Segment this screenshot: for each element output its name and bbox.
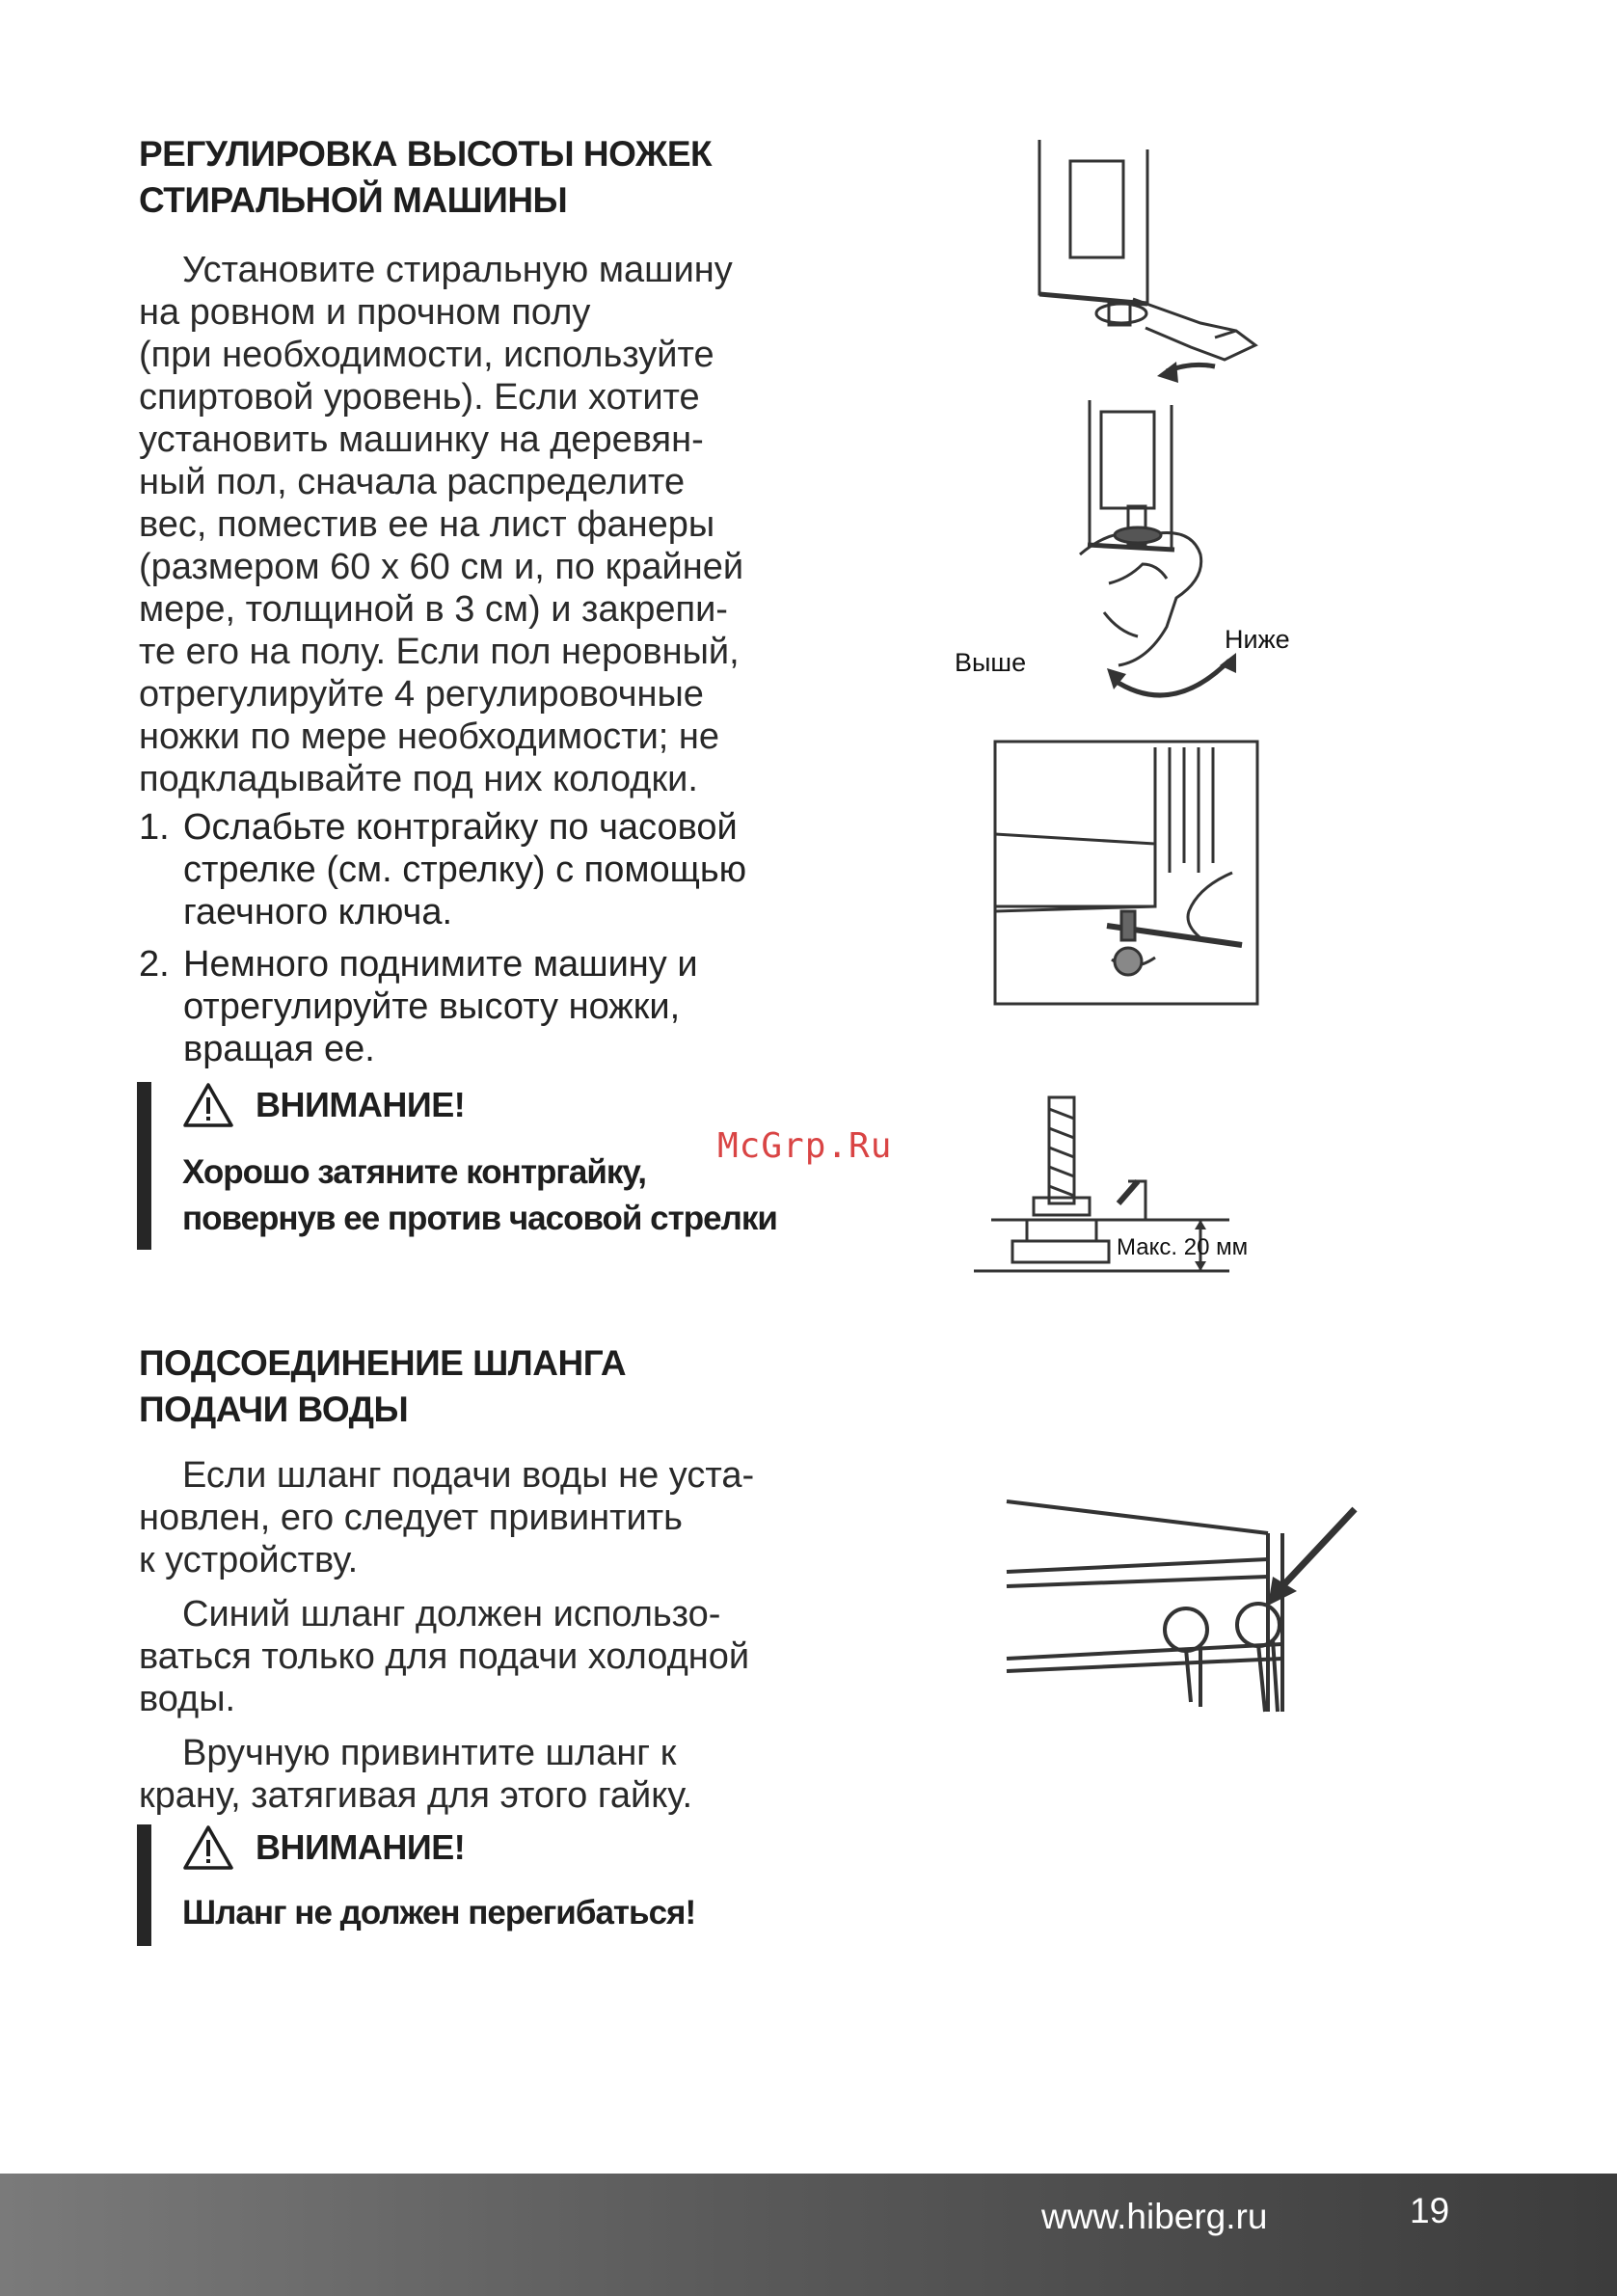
text-line: к устройству. bbox=[139, 1540, 359, 1580]
text-line: ваться только для подачи холодной bbox=[139, 1636, 750, 1677]
step-number: 2. bbox=[139, 944, 170, 985]
page-footer bbox=[0, 2174, 1617, 2296]
text-line: установить машинку на деревян- bbox=[139, 419, 704, 460]
text-line: вес, поместив ее на лист фанеры bbox=[139, 504, 715, 545]
step-item bbox=[139, 806, 814, 933]
heading-line: ПОДАЧИ ВОДЫ bbox=[139, 1390, 409, 1429]
heading-line: ПОДСОЕДИНЕНИЕ ШЛАНГА bbox=[139, 1343, 627, 1383]
text-line: Вручную привинтите шланг к bbox=[182, 1733, 677, 1773]
text-line: повернув ее против часовой стрелки bbox=[182, 1200, 777, 1237]
heading-line: РЕГУЛИРОВКА ВЫСОТЫ НОЖЕК bbox=[139, 134, 713, 174]
text-line: Ослабьте контргайку по часовой bbox=[183, 807, 738, 848]
figure-foot-adjustment bbox=[1022, 140, 1311, 709]
text-line: Синий шланг должен использо- bbox=[182, 1594, 721, 1634]
warning-title-text: ВНИМАНИЕ! bbox=[256, 1085, 466, 1124]
hose-connection-illustration bbox=[1003, 1490, 1360, 1721]
text-line: крану, затягивая для этого гайку. bbox=[139, 1775, 693, 1816]
text-line: Хорошо затяните контргайку, bbox=[182, 1153, 646, 1191]
warning-title bbox=[182, 1824, 695, 1871]
label-higher: Выше bbox=[955, 648, 1027, 677]
text-line: (размером 60 х 60 см и, по крайней bbox=[139, 547, 744, 587]
section-leveling bbox=[139, 131, 814, 1080]
step-number: 1. bbox=[139, 807, 170, 848]
text-line: гаечного ключа. bbox=[183, 892, 453, 932]
hose-paragraph-3 bbox=[139, 1732, 814, 1817]
section-water-hose bbox=[139, 1340, 814, 1817]
text-line: те его на полу. Если пол неровный, bbox=[139, 632, 740, 672]
text-line: ный пол, сначала распределите bbox=[139, 462, 686, 502]
warning-title bbox=[182, 1082, 777, 1128]
figure-lift-and-turn bbox=[991, 738, 1261, 1008]
section-heading-leveling bbox=[139, 131, 814, 224]
text-line: вращая ее. bbox=[183, 1029, 375, 1069]
foot-adjustment-illustration bbox=[1022, 140, 1311, 709]
text-line: на ровном и прочном полу bbox=[139, 292, 591, 333]
page-number: 19 bbox=[1410, 2191, 1450, 2230]
leveling-paragraph bbox=[139, 249, 814, 800]
warning-triangle-icon bbox=[182, 1824, 234, 1871]
hose-paragraph-2 bbox=[139, 1593, 814, 1720]
text-line: спиртовой уровень). Если хотите bbox=[139, 377, 700, 418]
label-lower: Ниже bbox=[1225, 625, 1290, 654]
warning-title-text: ВНИМАНИЕ! bbox=[256, 1827, 466, 1867]
arrow-head-icon bbox=[1157, 362, 1178, 383]
text-line: отрегулируйте 4 регулировочные bbox=[139, 674, 704, 715]
text-line: Если шланг подачи воды не уста- bbox=[182, 1455, 755, 1496]
watermark: McGrp.Ru bbox=[717, 1126, 893, 1166]
text-line: подкладывайте под них колодки. bbox=[139, 759, 698, 799]
warning-box-locknut bbox=[137, 1082, 777, 1250]
warning-triangle-icon bbox=[182, 1082, 234, 1128]
step-item bbox=[139, 943, 814, 1070]
text-line: ножки по мере необходимости; не bbox=[139, 716, 720, 757]
hose-paragraph-1 bbox=[139, 1454, 814, 1581]
text-line: мере, толщиной в 3 см) и закрепи- bbox=[139, 589, 728, 630]
text-line: (при необходимости, используйте bbox=[139, 335, 714, 375]
text-line: новлен, его следует привинтить bbox=[139, 1498, 683, 1538]
text-line: стрелке (см. стрелку) с помощью bbox=[183, 850, 747, 890]
text-line: Немного поднимите машину и bbox=[183, 944, 698, 985]
leveling-steps bbox=[139, 806, 814, 1070]
warning-text bbox=[182, 1149, 777, 1242]
section-heading-hose bbox=[139, 1340, 814, 1433]
warning-text bbox=[182, 1890, 695, 1936]
text-line: Шланг не должен перегибаться! bbox=[182, 1894, 696, 1931]
text-line: воды. bbox=[139, 1679, 236, 1719]
figure-hose-connection bbox=[1003, 1490, 1360, 1721]
lift-and-turn-illustration bbox=[991, 738, 1261, 1008]
footer-url[interactable]: www.hiberg.ru bbox=[1041, 2197, 1268, 2236]
heading-line: СТИРАЛЬНОЙ МАШИНЫ bbox=[139, 180, 568, 220]
warning-box-hose bbox=[137, 1824, 695, 1946]
label-max-height: Макс. 20 мм bbox=[1117, 1234, 1249, 1260]
text-line: Установите стиральную машину bbox=[182, 250, 733, 290]
text-line: отрегулируйте высоту ножки, bbox=[183, 986, 681, 1027]
